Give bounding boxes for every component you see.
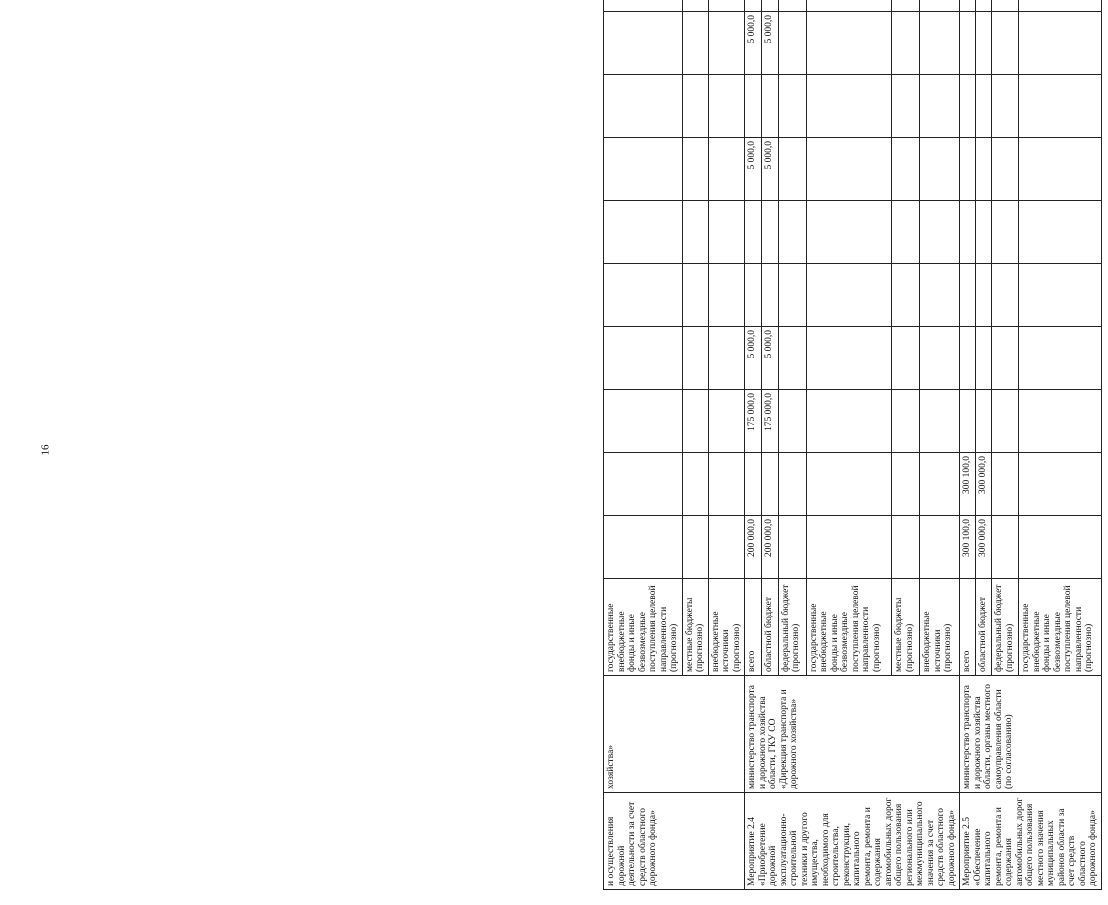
amount-cell	[682, 390, 708, 453]
amount-cell	[992, 0, 1019, 12]
amount-cell	[604, 138, 683, 201]
amount-cell	[761, 453, 778, 516]
amount-cell: 300 000,0	[976, 453, 992, 516]
amount-cell	[960, 327, 976, 390]
amount-cell	[708, 453, 745, 516]
amount-cell	[806, 12, 891, 75]
amount-cell	[682, 327, 708, 390]
amount-cell	[708, 0, 745, 12]
amount-cell	[892, 0, 920, 12]
amount-cell	[992, 516, 1019, 579]
amount-cell	[992, 12, 1019, 75]
amount-cell	[708, 264, 745, 327]
funding-source-cell: государственные внебюджетные фонды и иные безвозмездные поступления целевой направленности (прогнозно)	[604, 579, 683, 676]
page-number: 16	[39, 444, 52, 456]
amount-cell	[920, 201, 960, 264]
funding-source-cell: местные бюджеты (прогнозно)	[892, 579, 920, 676]
amount-cell	[708, 138, 745, 201]
amount-cell	[920, 453, 960, 516]
amount-cell: 5 000,0	[761, 12, 778, 75]
amount-cell	[920, 264, 960, 327]
amount-cell	[604, 75, 683, 138]
executor-cell: хозяйства»	[604, 676, 745, 793]
amount-cell	[682, 453, 708, 516]
amount-cell	[745, 0, 762, 12]
amount-cell	[604, 390, 683, 453]
amount-cell	[745, 453, 762, 516]
amount-cell	[761, 75, 778, 138]
amount-cell: 5 000,0	[745, 138, 762, 201]
budget-table	[603, 0, 1102, 890]
activity-cell: и осуществления дорожной деятельности за счет средств областного дорожного фонда»	[604, 793, 745, 890]
amount-cell	[806, 138, 891, 201]
amount-cell	[992, 390, 1019, 453]
amount-cell	[976, 12, 992, 75]
amount-cell	[778, 201, 806, 264]
amount-cell	[1019, 0, 1101, 12]
amount-cell	[960, 201, 976, 264]
amount-cell	[806, 75, 891, 138]
amount-cell	[920, 390, 960, 453]
amount-cell	[960, 0, 976, 12]
amount-cell	[960, 138, 976, 201]
executor-cell: министерство транспорта и дорожного хозяйства области, ГКУ СО «Дирекция транспорта и дорожного хозяйства»	[745, 676, 960, 793]
amount-cell	[892, 12, 920, 75]
amount-cell	[682, 75, 708, 138]
amount-cell	[806, 327, 891, 390]
amount-cell	[708, 516, 745, 579]
amount-cell	[976, 138, 992, 201]
rotated-table-container	[603, 10, 1108, 890]
amount-cell	[992, 138, 1019, 201]
amount-cell	[976, 0, 992, 12]
amount-cell	[604, 327, 683, 390]
amount-cell	[920, 0, 960, 12]
amount-cell	[1019, 516, 1101, 579]
amount-cell: 200 000,0	[761, 516, 778, 579]
amount-cell	[806, 453, 891, 516]
amount-cell: 5 000,0	[745, 327, 762, 390]
amount-cell	[745, 264, 762, 327]
amount-cell	[976, 75, 992, 138]
amount-cell	[708, 201, 745, 264]
table-row	[604, 0, 683, 890]
amount-cell	[745, 201, 762, 264]
amount-cell	[682, 138, 708, 201]
amount-cell: 300 000,0	[976, 516, 992, 579]
funding-source-cell: всего	[745, 579, 762, 676]
amount-cell	[1019, 138, 1101, 201]
amount-cell	[892, 75, 920, 138]
amount-cell	[708, 12, 745, 75]
amount-cell: 175 000,0	[761, 390, 778, 453]
amount-cell	[604, 516, 683, 579]
amount-cell	[778, 453, 806, 516]
amount-cell	[778, 12, 806, 75]
amount-cell	[806, 390, 891, 453]
funding-source-cell: внебюджетные источники (прогнозно)	[708, 579, 745, 676]
amount-cell	[960, 264, 976, 327]
amount-cell	[708, 327, 745, 390]
funding-source-cell: всего	[960, 579, 976, 676]
amount-cell	[778, 264, 806, 327]
funding-source-cell: внебюджетные источники (прогнозно)	[920, 579, 960, 676]
amount-cell	[920, 138, 960, 201]
amount-cell	[920, 75, 960, 138]
amount-cell	[682, 12, 708, 75]
amount-cell	[892, 516, 920, 579]
amount-cell	[1019, 327, 1101, 390]
amount-cell	[960, 390, 976, 453]
amount-cell	[806, 201, 891, 264]
amount-cell	[778, 390, 806, 453]
amount-cell: 300 100,0	[960, 453, 976, 516]
amount-cell	[976, 390, 992, 453]
amount-cell	[992, 453, 1019, 516]
funding-source-cell: государственные внебюджетные фонды и иные безвозмездные поступления целевой направленности (прогнозно)	[806, 579, 891, 676]
amount-cell	[604, 264, 683, 327]
amount-cell	[778, 516, 806, 579]
amount-cell	[976, 264, 992, 327]
table-row	[960, 0, 976, 890]
activity-cell: Мероприятие 2.5 «Обеспечение капитального ремонта, ремонта и содержания автомобильных дорог общего пользования местного значения муниципальных районов области за счет средств областного дорожного фонда»	[960, 793, 1102, 890]
amount-cell	[960, 75, 976, 138]
amount-cell	[1019, 264, 1101, 327]
amount-cell	[682, 516, 708, 579]
amount-cell	[892, 201, 920, 264]
amount-cell	[604, 12, 683, 75]
amount-cell: 5 000,0	[761, 327, 778, 390]
amount-cell	[682, 0, 708, 12]
amount-cell	[806, 264, 891, 327]
amount-cell	[892, 327, 920, 390]
funding-source-cell: местные бюджеты (прогнозно)	[682, 579, 708, 676]
activity-cell: Мероприятие 2.4 «Приобретение дорожной эксплуатационно-строительной техники и другого имущества, необходимого для строительства, реконструкции, капитального ремонта, ремонта и содержания автомобильных дорог общего пользования регионального или межмуниципального значения за счет средств областного дорожного фонда»	[745, 793, 960, 890]
amount-cell	[992, 264, 1019, 327]
amount-cell	[920, 516, 960, 579]
amount-cell	[778, 327, 806, 390]
amount-cell	[1019, 201, 1101, 264]
amount-cell	[682, 201, 708, 264]
amount-cell: 300 100,0	[960, 516, 976, 579]
amount-cell	[920, 327, 960, 390]
amount-cell	[708, 75, 745, 138]
amount-cell	[976, 201, 992, 264]
executor-cell: министерство транспорта и дорожного хозяйства области, органы местного самоуправления области (по согласованию)	[960, 676, 1102, 793]
amount-cell	[604, 201, 683, 264]
amount-cell	[761, 0, 778, 12]
amount-cell: 5 000,0	[761, 138, 778, 201]
amount-cell	[892, 264, 920, 327]
amount-cell	[976, 327, 992, 390]
amount-cell	[745, 75, 762, 138]
amount-cell	[1019, 12, 1101, 75]
funding-source-cell: федеральный бюджет (прогнозно)	[992, 579, 1019, 676]
amount-cell	[806, 516, 891, 579]
funding-source-cell: областной бюджет	[976, 579, 992, 676]
amount-cell	[806, 0, 891, 12]
funding-source-cell: государственные внебюджетные фонды и иные безвозмездные поступления целевой направленности (прогнозно)	[1019, 579, 1101, 676]
amount-cell: 5 000,0	[745, 12, 762, 75]
amount-cell	[1019, 75, 1101, 138]
amount-cell	[708, 390, 745, 453]
funding-source-cell: областной бюджет	[761, 579, 778, 676]
amount-cell	[604, 453, 683, 516]
amount-cell	[892, 390, 920, 453]
amount-cell	[682, 264, 708, 327]
amount-cell	[1019, 453, 1101, 516]
amount-cell: 175 000,0	[745, 390, 762, 453]
amount-cell	[778, 0, 806, 12]
amount-cell	[1019, 390, 1101, 453]
amount-cell	[892, 138, 920, 201]
amount-cell: 200 000,0	[745, 516, 762, 579]
amount-cell	[992, 75, 1019, 138]
amount-cell	[992, 327, 1019, 390]
amount-cell	[604, 0, 683, 12]
amount-cell	[761, 201, 778, 264]
amount-cell	[960, 12, 976, 75]
amount-cell	[778, 75, 806, 138]
table-row	[745, 0, 762, 890]
amount-cell	[992, 201, 1019, 264]
amount-cell	[778, 138, 806, 201]
amount-cell	[920, 12, 960, 75]
amount-cell	[761, 264, 778, 327]
amount-cell	[892, 453, 920, 516]
funding-source-cell: федеральный бюджет (прогнозно)	[778, 579, 806, 676]
